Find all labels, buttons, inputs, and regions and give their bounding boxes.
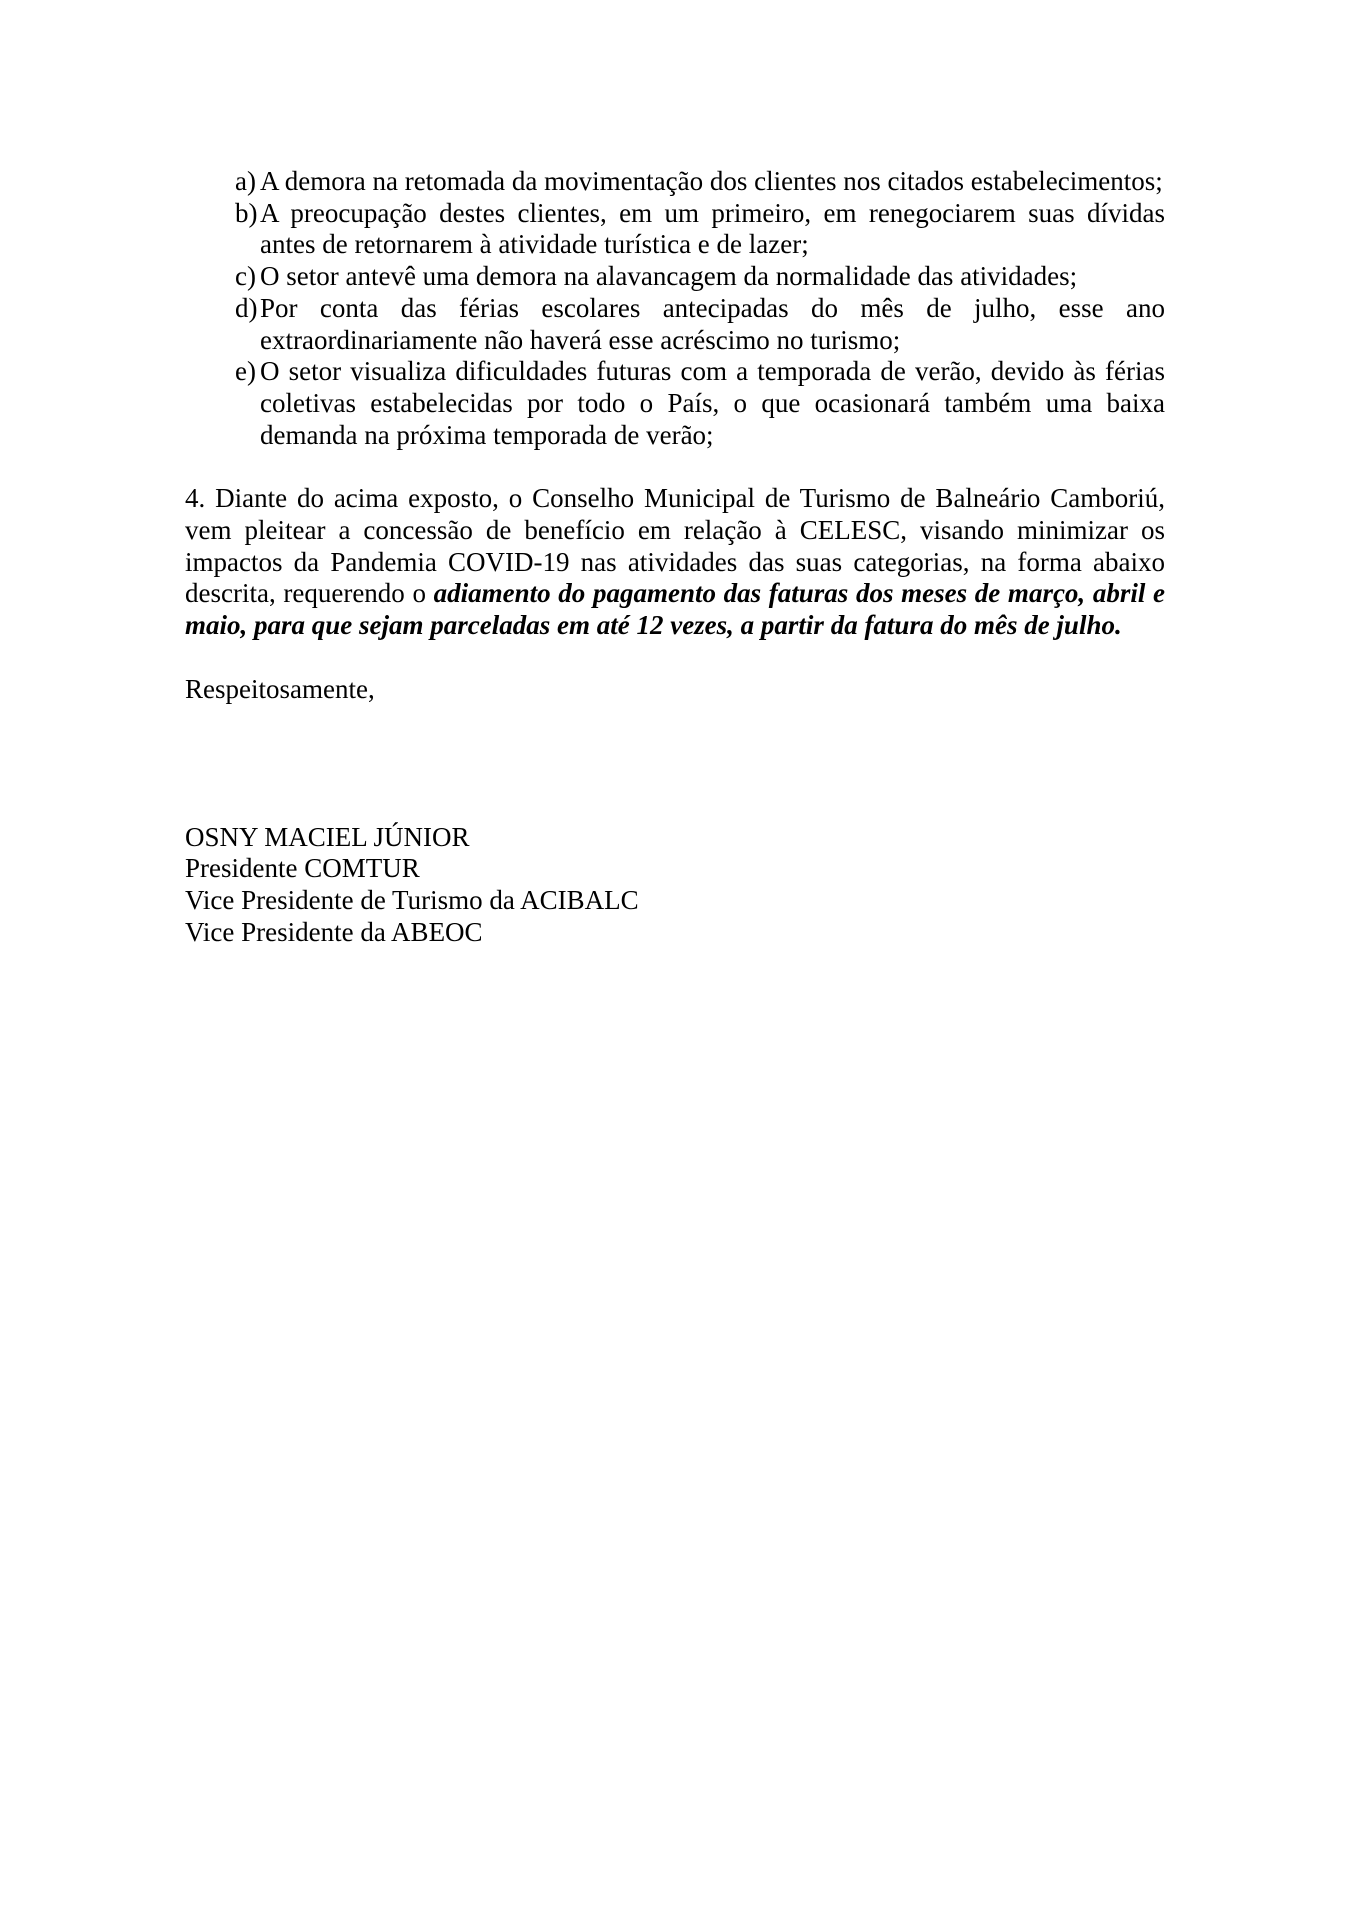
- list-item: [235, 293, 1165, 356]
- list-item-text: A preocupação destes clientes, em um primeiro, em renegociarem suas dívidas antes de retornarem à atividade turística e de lazer;: [260, 197, 1165, 260]
- list-item-label: d): [235, 292, 258, 323]
- list-item-label: e): [235, 356, 256, 387]
- list-item: [235, 356, 1165, 451]
- lettered-item-list: [235, 166, 1165, 451]
- list-item-label: c): [235, 261, 256, 292]
- list-item: [235, 261, 1165, 293]
- signatory-name: OSNY MACIEL JÚNIOR: [185, 821, 470, 852]
- signatory-title-1: Presidente COMTUR: [185, 853, 420, 884]
- list-item-label: b): [235, 197, 258, 228]
- list-item-text: O setor visualiza dificuldades futuras com a temporada de verão, devido às férias coletivas estabelecidas por todo o País, o que ocasionará também uma baixa demanda na próxima temporada de verão;: [260, 356, 1165, 450]
- list-item-label: a): [235, 166, 256, 196]
- request-paragraph: [185, 483, 1165, 642]
- list-item-text: Por conta das férias escolares antecipadas do mês de julho, esse ano extraordinariamente não haverá esse acréscimo no turismo;: [260, 292, 1165, 355]
- request-paragraph-emphasis-text: adiamento do pagamento das faturas dos meses de março, abril e maio, para que sejam parceladas em até 12 vezes, a partir da fatura do mês de julho.: [185, 578, 1165, 641]
- list-item-text: A demora na retomada da movimentação dos clientes nos citados estabelecimentos;: [260, 166, 1163, 196]
- list-item: [235, 166, 1165, 198]
- list-item-text: O setor antevê uma demora na alavancagem da normalidade das atividades;: [260, 261, 1078, 292]
- closing-salutation: Respeitosamente,: [185, 673, 375, 704]
- signatory-title-2: Vice Presidente de Turismo da ACIBALC: [185, 884, 639, 915]
- signatory-title-3: Vice Presidente da ABEOC: [185, 916, 483, 947]
- signature-block: [185, 822, 1165, 949]
- list-item: [235, 198, 1165, 261]
- request-paragraph-normal-text: 4. Diante do acima exposto, o Conselho Municipal de Turismo de Balneário Camboriú, vem pleitear a concessão de benefício em relação à CELESC, visando minimizar os impactos da Pandemia COVID-19 nas atividades das suas categorias, na forma abaixo descrita, requerendo o: [185, 483, 1165, 609]
